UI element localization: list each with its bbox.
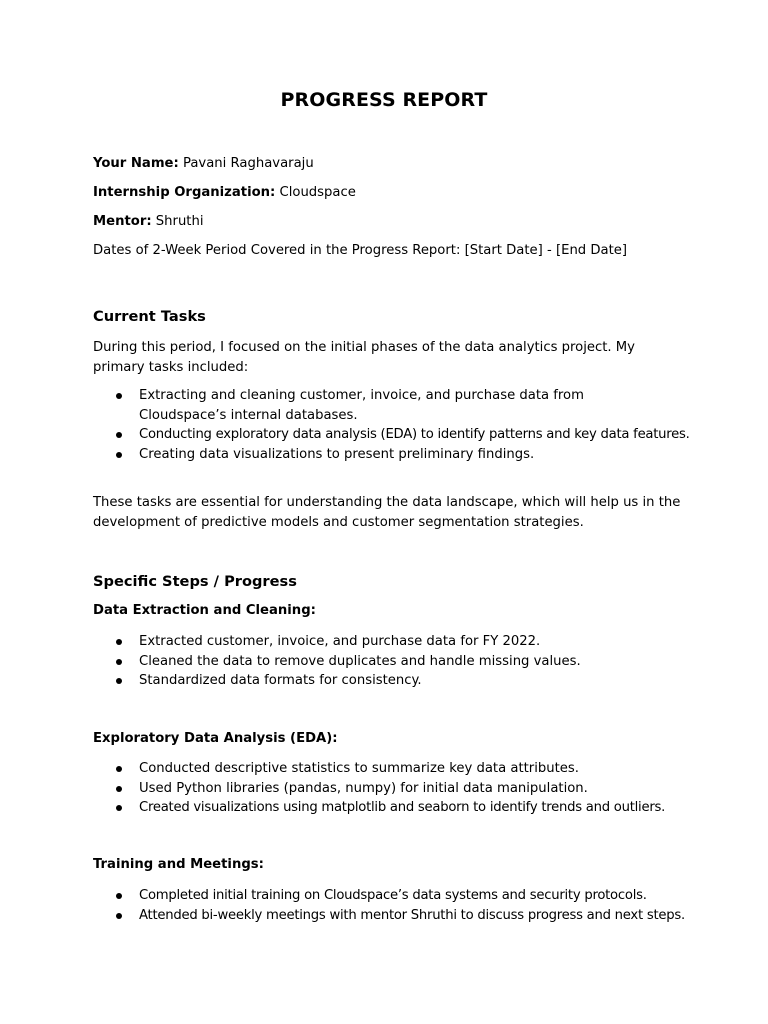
bullet-icon [116,452,122,458]
bullet-icon [116,805,122,811]
specific-steps-heading: Specific Steps / Progress [93,573,297,590]
list-item: Cleaned the data to remove duplicates and handle missing values. [93,652,693,672]
name-value: Pavani Raghavaraju [178,156,314,171]
organization-line [93,185,356,200]
bullet-icon [116,766,122,772]
mentor-label: Mentor: [93,214,152,229]
eda-list [93,759,693,818]
bullet-icon [116,393,122,399]
current-tasks-closing: These tasks are essential for understanding the data landscape, which will help us in the development of predictive models and customer segmentation strategies. [93,495,681,530]
name-line [93,156,314,171]
list-item: Conducting exploratory data analysis (EDA) to identify patterns and key data features. [93,425,693,445]
bullet-icon [116,659,122,665]
data-extraction-list [93,632,693,691]
list-item: Attended bi-weekly meetings with mentor Shruthi to discuss progress and next steps. [93,906,693,926]
page-title: PROGRESS REPORT [280,89,488,111]
mentor-value: Shruthi [151,214,204,229]
list-item: Creating data visualizations to present preliminary findings. [93,445,693,465]
mentor-line [93,214,204,229]
dates-line: Dates of 2-Week Period Covered in the Progress Report: [Start Date] - [End Date] [93,243,628,258]
current-tasks-list [93,386,693,464]
organization-value: Cloudspace [275,185,356,200]
training-heading: Training and Meetings: [93,857,264,872]
list-item: Created visualizations using matplotlib and seaborn to identify trends and outliers. [93,798,693,818]
eda-heading: Exploratory Data Analysis (EDA): [93,731,338,746]
list-item: Extracted customer, invoice, and purchase data for FY 2022. [93,632,693,652]
bullet-icon [116,432,122,438]
bullet-icon [116,913,122,919]
data-extraction-heading: Data Extraction and Cleaning: [93,603,316,618]
bullet-icon [116,639,122,645]
name-label: Your Name: [93,156,179,171]
current-tasks-heading: Current Tasks [93,308,206,325]
current-tasks-intro: During this period, I focused on the initial phases of the data analytics project. My primary tasks included: [93,340,635,375]
list-item: Conducted descriptive statistics to summarize key data attributes. [93,759,693,779]
organization-label: Internship Organization: [93,185,276,200]
training-list [93,886,693,925]
list-item: Used Python libraries (pandas, numpy) for initial data manipulation. [93,779,693,799]
list-item: Extracting and cleaning customer, invoice, and purchase data from Cloudspace’s internal databases. [93,386,693,425]
bullet-icon [116,678,122,684]
list-item: Completed initial training on Cloudspace’s data systems and security protocols. [93,886,693,906]
bullet-icon [116,786,122,792]
list-item: Standardized data formats for consistency. [93,671,693,691]
bullet-icon [116,893,122,899]
